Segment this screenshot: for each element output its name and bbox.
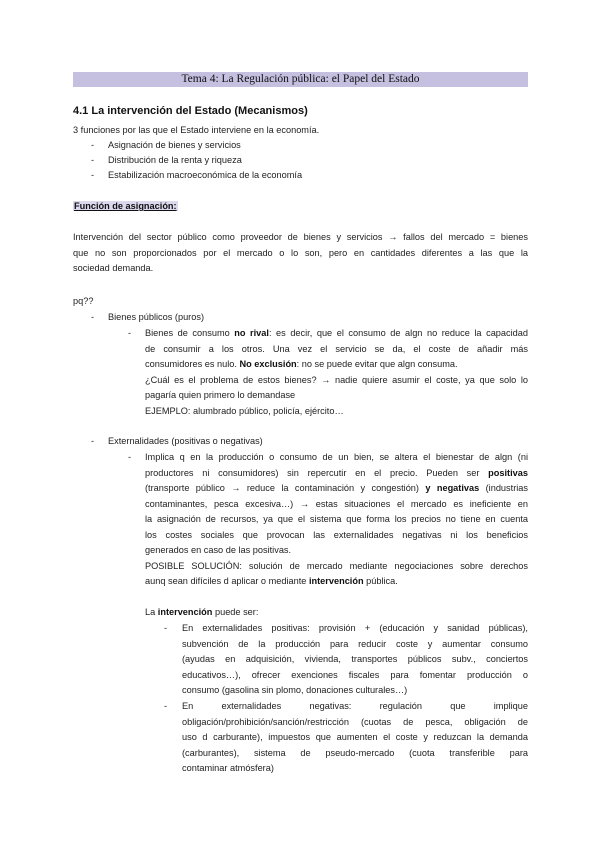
paragraph-line: Intervención del sector público como proveedor de bienes y servicios → fallos del mercado = bienes — [73, 232, 528, 242]
bullet-dash: - — [164, 623, 168, 633]
section-heading: 4.1 La intervención del Estado (Mecanismos) — [73, 105, 308, 117]
paragraph-line: (transporte público → reduce la contaminación y congestión) y negativas (industrias — [145, 483, 528, 493]
intervencion-intro: La intervención puede ser: — [145, 607, 259, 617]
bullet-dash: - — [128, 452, 132, 462]
paragraph-line: educativos…), ofrecer exenciones fiscales para fomentar producción o — [182, 669, 528, 680]
bullet-dash: - — [91, 155, 95, 165]
paragraph-line: uso d carburante), impuestos que aumenten el coste y reduzcan la demanda — [182, 732, 528, 742]
paragraph-line: obligación/prohibición/sanción/restricción (cuotas de pesca, obligación de — [182, 716, 528, 727]
externalidades-positivas — [182, 621, 528, 699]
paragraph-line: Implica q en la producción o consumo de un bien, se altera el bienestar de algn (ni — [145, 452, 528, 462]
function-item: Estabilización macroeconómica de la economía — [108, 170, 303, 180]
pq-text: pq?? — [73, 296, 94, 306]
paragraph-line: POSIBLE SOLUCIÓN: solución de mercado mediante negociaciones sobre derechos — [145, 560, 528, 571]
paragraph-line: contaminar atmósfera) — [182, 763, 274, 773]
paragraph-line: EJEMPLO: alumbrado público, policía, ejército… — [145, 405, 344, 416]
paragraph-line: pagaría quien primero lo demandase — [145, 390, 296, 400]
paragraph-line: En externalidades negativas: regulación que implique — [182, 701, 528, 711]
paragraph-asignacion — [73, 230, 528, 277]
externalidades-negativas — [182, 699, 528, 777]
intro-text: 3 funciones por las que el Estado interviene en la economía. — [73, 125, 320, 135]
paragraph-line: la asignación de recursos, ya que el sistema que forma los precios no tiene en cuenta — [145, 514, 528, 524]
paragraph-line: de consumir a los otros. Una vez el servicio se da, el coste de añadir más — [145, 343, 528, 354]
function-item: Distribución de la renta y riqueza — [108, 155, 242, 165]
bullet-dash: - — [91, 436, 95, 446]
paragraph-line: En externalidades positivas: provisión + (educación y sanidad públicas), — [182, 623, 528, 633]
bullet-dash: - — [91, 170, 95, 180]
bienes-publicos-label: Bienes públicos (puros) — [108, 312, 205, 322]
paragraph-line: ¿Cuál es el problema de estos bienes? → nadie quiere asumir el coste, ya que solo lo — [145, 374, 528, 385]
paragraph-line: (ayudas en adquisición, vivienda, transportes públicos subv., conciertos — [182, 654, 528, 664]
bienes-publicos-body — [145, 326, 528, 419]
paragraph-line: subvención de la producción para reducir coste y aumentar consumo — [182, 638, 528, 649]
paragraph-line: productores ni consumidores) sin repercutir en el precio. Pueden ser positivas — [145, 467, 528, 478]
bullet-dash: - — [128, 328, 132, 338]
paragraph-line: que no son proporcionados por el mercado o lo son, pero en cantidades diferentes a las que la — [73, 247, 528, 258]
paragraph-line: aunq sean difíciles d aplicar o mediante intervención pública. — [145, 576, 398, 586]
externalidades-label: Externalidades (positivas o negativas) — [108, 436, 263, 446]
paragraph-line: consumo (gasolina sin plomo, donaciones culturales…) — [182, 685, 408, 695]
bullet-dash: - — [91, 312, 95, 322]
bullet-dash: - — [91, 140, 95, 150]
externalidades-body — [145, 450, 528, 590]
paragraph-line: contaminantes, pesca excesiva…) → estas situaciones el mercado es ineficiente en — [145, 498, 528, 509]
bullet-dash: - — [164, 701, 168, 711]
paragraph-line: Bienes de consumo no rival: es decir, que el consumo de algn no reduce la capacidad — [145, 328, 528, 338]
page-title: Tema 4: La Regulación pública: el Papel del Estado — [73, 72, 528, 87]
function-item: Asignación de bienes y servicios — [108, 140, 241, 150]
paragraph-line: consumidores es nulo. No exclusión: no se puede evitar que algn consuma. — [145, 359, 458, 369]
paragraph-line: sociedad demanda. — [73, 263, 154, 273]
paragraph-line: generados en caso de las positivas. — [145, 545, 292, 555]
paragraph-line: los costes sociales que provocan las externalidades negativas ni los beneficios — [145, 529, 528, 540]
paragraph-line: (carburantes), sistema de pseudo-mercado (cuota transferible para — [182, 747, 528, 758]
subheading-asignacion: Función de asignación: — [74, 201, 177, 211]
